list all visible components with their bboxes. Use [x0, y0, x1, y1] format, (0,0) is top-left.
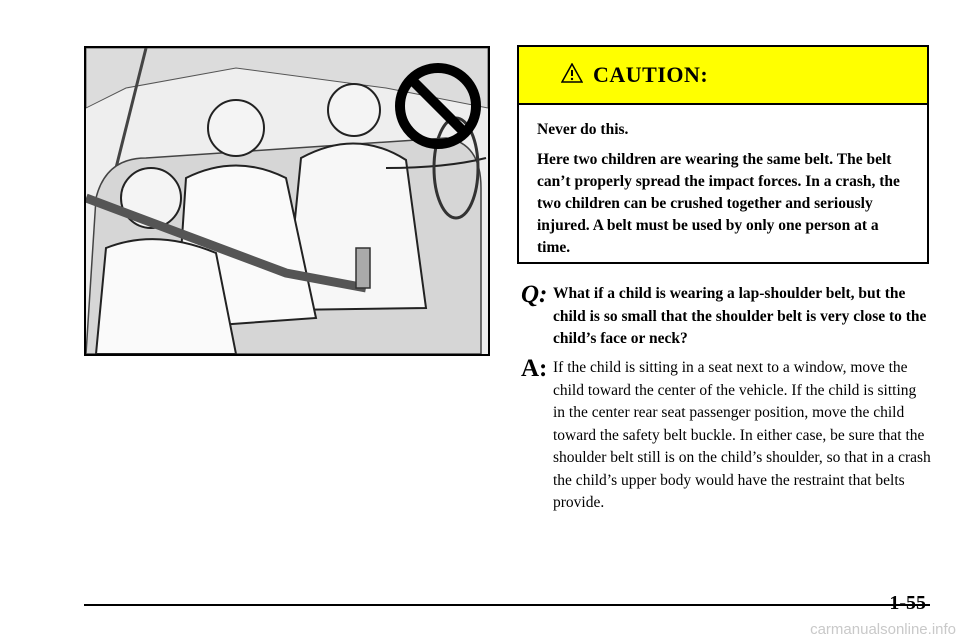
question-block: [521, 283, 931, 351]
adult-head: [328, 84, 380, 136]
watermark: carmanualsonline.info: [810, 621, 956, 638]
caution-header: [519, 47, 927, 105]
caution-paragraph: Never do this.: [537, 121, 629, 138]
question-text: What if a child is wearing a lap-shoulder belt, but the child is so small that the shoulder belt is very close to the child’s face or neck?: [553, 285, 927, 347]
caution-body: [519, 105, 927, 259]
illustration-two-children-one-belt: [84, 46, 490, 356]
answer-marker: A:: [521, 355, 548, 382]
warning-triangle-icon: [561, 63, 583, 88]
answer-text: If the child is sitting in a seat next to a window, move the child toward the center of the vehicle. If the child is sitting in the center rear seat passenger position, move the child toward the safety belt buckle. In either case, be sure that the shoulder belt still is on the child’s shoulder, so that in a crash the child’s upper body would have the restraint that belts provide.: [553, 359, 931, 511]
footer-rule: [84, 604, 930, 606]
caution-paragraph: Here two children are wearing the same belt. The belt can’t properly spread the impact forces. In a crash, the two children can be crushed together and seriously injured. A belt must be used by only one person at a time.: [537, 151, 900, 256]
page-number: 1-55: [889, 592, 926, 614]
older-child-head: [208, 100, 264, 156]
caution-title: CAUTION:: [593, 62, 709, 87]
answer-block: [521, 357, 931, 515]
car-interior-drawing: [86, 48, 488, 354]
question-marker: Q:: [521, 281, 548, 308]
caution-box: [517, 45, 929, 264]
